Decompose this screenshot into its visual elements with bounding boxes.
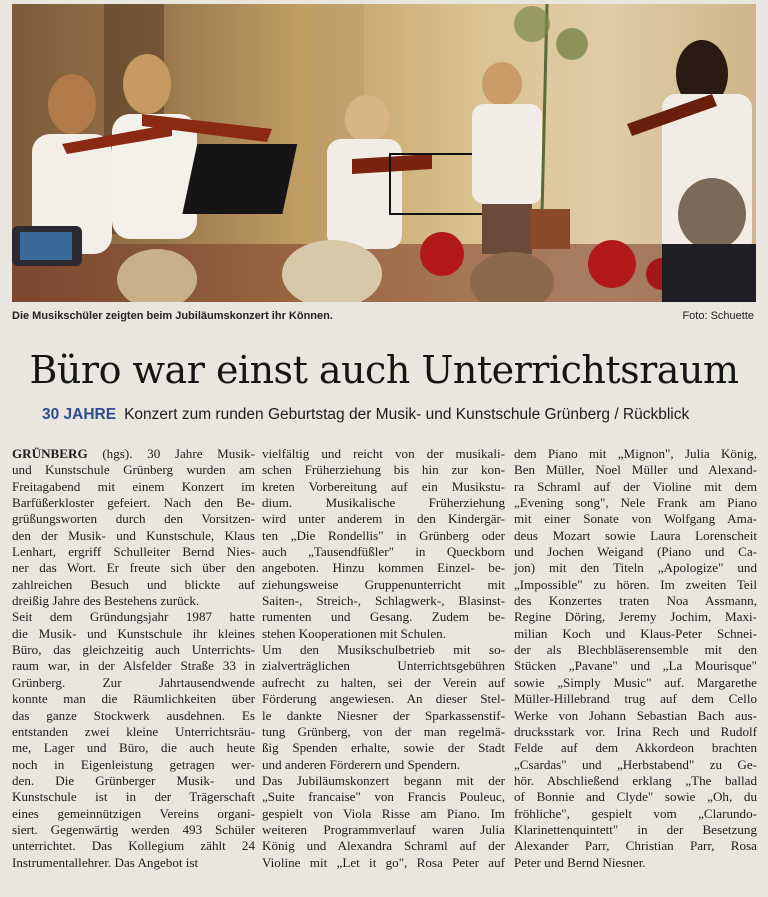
article-line: entstanden zwei kleine Unterrichtsräu-: [12, 723, 255, 739]
article-line: des Konzertes traten Noa Assmann,: [514, 593, 757, 609]
article-line: ziehungsweise Gruppenunterricht mit: [262, 576, 505, 592]
article-line: gespielt von Viola Risse am Piano. Im: [262, 805, 505, 821]
article-line: fröhliche", gespielt vom „Clarundo-: [514, 805, 757, 821]
article-line: Müller-Hillebrand trug auf dem Cello: [514, 691, 757, 707]
article-line: dreißig Jahre des Bestehens zurück.: [12, 593, 200, 609]
article-line: dium. Musikalische Früherziehung: [262, 495, 505, 511]
article-line: unterrichtet. Das Kollegium zählt 24: [12, 838, 255, 854]
article-line: kreten Vorbereitung auf ein Musikstu-: [262, 478, 505, 494]
article-line: grüßungsworten durch den Vorsitzen-: [12, 511, 255, 527]
article-line: Violine mit „Let it go", Rosa Peter auf: [262, 854, 505, 870]
article-line: den. Die Grünberger Musik- und: [12, 772, 255, 788]
article-line: ra Schraml auf der Violine mit dem: [514, 478, 757, 494]
article-line: angeboten. Hinzu kommen Einzel- be-: [262, 560, 505, 576]
article-line: „Impossible" zu hören. Im zweiten Teil: [514, 576, 757, 592]
article-line: Büro, das gleichzeitig auch Unterrichts-: [12, 642, 255, 658]
article-line: schen Früherziehung bis hin zur kon-: [262, 462, 505, 478]
article-line: „Evening song", Nele Frank am Piano: [514, 495, 757, 511]
article-line-text: (hgs). 30 Jahre Musik-: [87, 446, 255, 461]
article-line: milian Koch und Klaus-Peter Schnei-: [514, 625, 757, 641]
article-line: Peter und Bernd Niesner.: [514, 854, 646, 870]
article-line: Werke von Johann Sebastian Bach aus-: [514, 707, 757, 723]
article-line: und Kunstschule Grünberg wurden am: [12, 462, 255, 478]
article-line: [12, 446, 255, 462]
article-line: Instrumentallehrer. Das Angebot ist: [12, 854, 199, 870]
article-line: wird unter anderem in den Kindergär-: [262, 511, 505, 527]
article-line: das ganze Stockwerk ausdehnen. Es: [12, 707, 255, 723]
article-line: zahlreichen Besuch und blickte auf: [12, 576, 255, 592]
article-line: tung Grünberg, von der man regelmä-: [262, 723, 505, 739]
photo-caption: Die Musikschüler zeigten beim Jubiläumskonzert ihr Können.: [12, 310, 333, 322]
article-line: eines gemeinnützigen Vereins organi-: [12, 805, 255, 821]
article-line: Klarinettenquintett" in der Besetzung: [514, 821, 757, 837]
article-column-2: [262, 446, 505, 871]
article-line: ten „Die Rondellis" in Grünberg oder: [262, 527, 505, 543]
subheadline: [42, 406, 689, 424]
concert-photo: [12, 4, 756, 302]
article-line: König und Alexandra Schraml auf der: [262, 838, 505, 854]
article-line: und Jochen Weigand (Piano und Ca-: [514, 544, 757, 560]
article-line: auch „Tausendfüßler" in Queckborn: [262, 544, 505, 560]
article-line: Förderung angewiesen. An dieser Stel-: [262, 691, 505, 707]
article-line: konnte man die Räumlichkeiten über: [12, 691, 255, 707]
article-line: Ben Müller, Noel Müller und Alexand-: [514, 462, 757, 478]
article-line: weiteren Programmverlauf waren Julia: [262, 821, 505, 837]
article-line: deus Mozart sowie Laura Lorenscheit: [514, 527, 757, 543]
article-line: Kunstschule ist in der Trägerschaft: [12, 789, 255, 805]
article-line: aufrecht zu halten, sei der Verein auf: [262, 674, 505, 690]
article-line: le dankte Niesner der Sparkassenstif-: [262, 707, 505, 723]
article-line: „Csardas" und „Herbstabend" zu Ge-: [514, 756, 757, 772]
article-line: stehen Kooperationen mit Schulen.: [262, 625, 446, 641]
article-line: jon) mit den Titeln „Apologize" und: [514, 560, 757, 576]
dateline: GRÜNBERG: [12, 446, 88, 461]
article-line: Regine Döring, Jeremy Jochim, Maxi-: [514, 609, 757, 625]
article-line: „Suite francaise" von Francis Pouleuc,: [262, 789, 505, 805]
article-line: zialverträglichen Unterrichtsgebühren: [262, 658, 505, 674]
article-line: vielfältig und reicht von der musikali-: [262, 446, 505, 461]
article-line: Freitagabend mit einem Konzert im: [12, 478, 255, 494]
article-line: mit einer Sonate von Wolfgang Ama-: [514, 511, 757, 527]
article-line: siert. Gegenwärtig werden 493 Schüler: [12, 821, 255, 837]
article-line: Felde auf dem Akkordeon brachten: [514, 740, 757, 756]
article-line: Stücken „Pavane" und „La Mourisque": [514, 658, 757, 674]
article-line: Lenhart, ergriff Schulleiter Bernd Nies-: [12, 544, 255, 560]
article-line: noch in Eigenleistung getragen wer-: [12, 756, 255, 772]
headline: Büro war einst auch Unterrichtsraum: [29, 348, 739, 392]
article-line: der als Blechbläserensemble mit den: [514, 642, 757, 658]
article-line: Das Jubiläumskonzert begann mit der: [262, 772, 505, 788]
article-line: of Bonnie and Clyde" sowie „Oh, du: [514, 789, 757, 805]
article-line: Grünberg. Zur Jahrtausendwende: [12, 674, 255, 690]
article-line: dem Piano mit „Mignon", Julia König,: [514, 446, 757, 461]
article-column-3: [514, 446, 757, 871]
article-line: ßig Spenden erhalte, sowie der Stadt: [262, 740, 505, 756]
article-line: Um den Musikschulbetrieb mit so-: [262, 642, 505, 658]
article-line: raum war, in der Alsfelder Straße 33 in: [12, 658, 255, 674]
article-line: me, Lager und Büro, die auch heute: [12, 740, 255, 756]
kicker-label: 30 JAHRE: [42, 406, 117, 423]
article-line: Saiten-, Streich-, Schlagwerk-, Blasinst-: [262, 593, 505, 609]
article-column-1: [12, 446, 255, 871]
article-line: Barfüßerkloster gefeiert. Nach den Be-: [12, 495, 255, 511]
article-line: und anderen Förderern und Spendern.: [262, 756, 461, 772]
subheadline-text: Konzert zum runden Geburtstag der Musik- und Kunstschule Grünberg / Rückblick: [124, 406, 690, 423]
article-line: den der Musik- und Kunstschule, Klaus: [12, 527, 255, 543]
article-line: Seit dem Gründungsjahr 1987 hatte: [12, 609, 255, 625]
article-line: hör. Abschließend erklang „The ballad: [514, 772, 757, 788]
photo-credit: Foto: Schuette: [682, 310, 754, 322]
article-line: Alexander Parr, Christian Parr, Rosa: [514, 838, 757, 854]
article-line: die Musik- und Kunstschule ihr kleines: [12, 625, 255, 641]
article-line: rumenten und Gesang. Zudem be-: [262, 609, 505, 625]
photo-illustration: [12, 4, 756, 302]
article-line: drucksstark vor. Irina Rech und Rudolf: [514, 723, 757, 739]
article-line: sowie „Simply Music" auf. Margarethe: [514, 674, 757, 690]
article-line: ner das Wort. Er freute sich über den: [12, 560, 255, 576]
